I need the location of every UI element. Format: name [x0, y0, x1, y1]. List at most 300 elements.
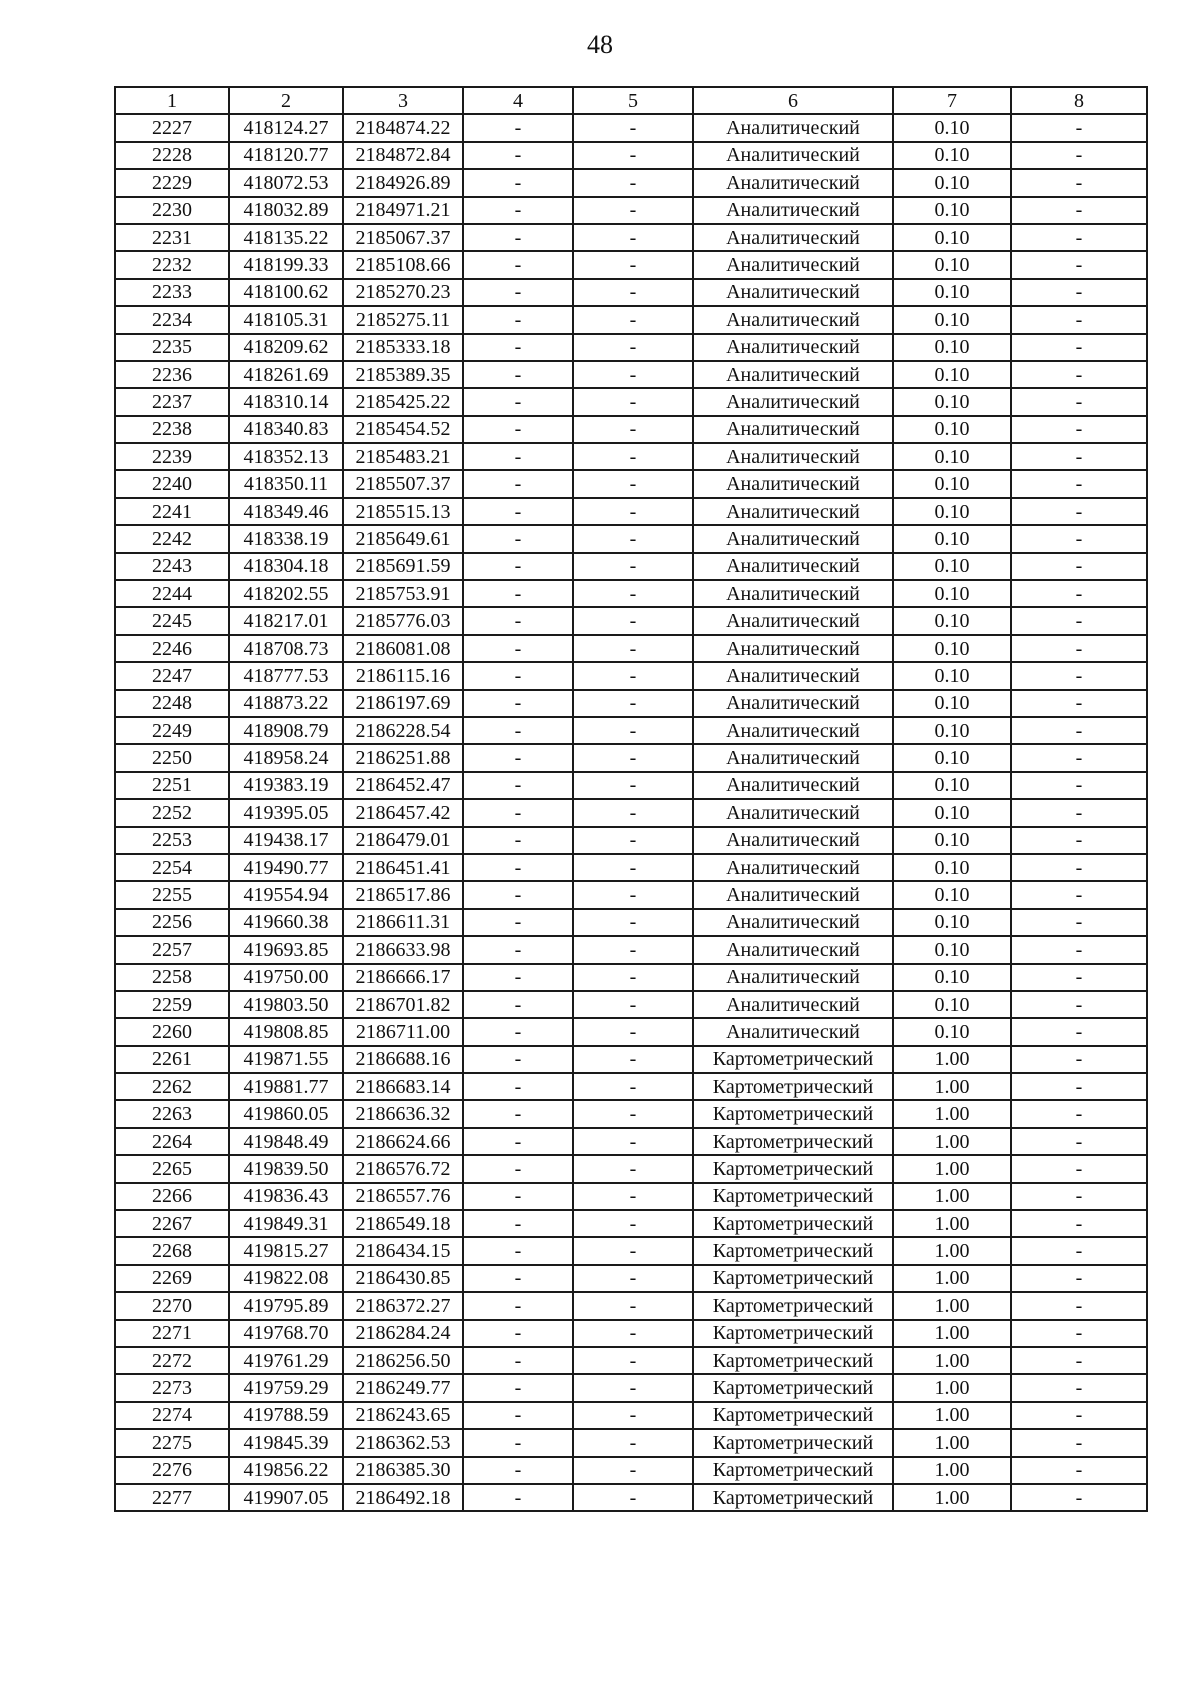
accuracy-cell: 0.10 [893, 854, 1011, 881]
accuracy-cell: 0.10 [893, 334, 1011, 361]
column-5-cell: - [573, 635, 693, 662]
column-5-cell: - [573, 498, 693, 525]
x-coordinate-cell: 418958.24 [229, 744, 343, 771]
x-coordinate-cell: 419822.08 [229, 1265, 343, 1292]
accuracy-cell: 0.10 [893, 1018, 1011, 1045]
method-cell: Аналитический [693, 827, 893, 854]
point-number-cell: 2268 [115, 1237, 229, 1264]
column-4-cell: - [463, 1347, 573, 1374]
table-row [115, 690, 1147, 717]
method-cell: Аналитический [693, 388, 893, 415]
column-5-cell: - [573, 964, 693, 991]
y-coordinate-cell: 2186243.65 [343, 1402, 463, 1429]
table-row [115, 1374, 1147, 1401]
accuracy-cell: 0.10 [893, 169, 1011, 196]
column-4-cell: - [463, 717, 573, 744]
y-coordinate-cell: 2186430.85 [343, 1265, 463, 1292]
column-5-cell: - [573, 1100, 693, 1127]
column-4-cell: - [463, 964, 573, 991]
column-4-cell: - [463, 114, 573, 141]
x-coordinate-cell: 418349.46 [229, 498, 343, 525]
table-row [115, 388, 1147, 415]
column-5-cell: - [573, 1018, 693, 1045]
accuracy-cell: 0.10 [893, 717, 1011, 744]
x-coordinate-cell: 419881.77 [229, 1073, 343, 1100]
x-coordinate-cell: 418072.53 [229, 169, 343, 196]
column-4-cell: - [463, 662, 573, 689]
method-cell: Аналитический [693, 964, 893, 991]
y-coordinate-cell: 2186434.15 [343, 1237, 463, 1264]
column-5-cell: - [573, 224, 693, 251]
accuracy-cell: 1.00 [893, 1046, 1011, 1073]
column-8-cell: - [1011, 553, 1147, 580]
column-5-cell: - [573, 279, 693, 306]
point-number-cell: 2227 [115, 114, 229, 141]
column-8-cell: - [1011, 197, 1147, 224]
column-8-cell: - [1011, 744, 1147, 771]
method-cell: Аналитический [693, 854, 893, 881]
method-cell: Аналитический [693, 470, 893, 497]
column-8-cell: - [1011, 1155, 1147, 1182]
y-coordinate-cell: 2185483.21 [343, 443, 463, 470]
column-4-cell: - [463, 854, 573, 881]
method-cell: Аналитический [693, 251, 893, 278]
method-cell: Картометрический [693, 1155, 893, 1182]
x-coordinate-cell: 418100.62 [229, 279, 343, 306]
x-coordinate-cell: 419795.89 [229, 1292, 343, 1319]
method-cell: Аналитический [693, 224, 893, 251]
column-8-cell: - [1011, 1457, 1147, 1484]
x-coordinate-cell: 419693.85 [229, 936, 343, 963]
column-5-cell: - [573, 553, 693, 580]
column-8-cell: - [1011, 881, 1147, 908]
column-4-cell: - [463, 443, 573, 470]
x-coordinate-cell: 419768.70 [229, 1320, 343, 1347]
point-number-cell: 2242 [115, 525, 229, 552]
y-coordinate-cell: 2185425.22 [343, 388, 463, 415]
column-5-cell: - [573, 717, 693, 744]
column-4-cell: - [463, 1046, 573, 1073]
x-coordinate-cell: 418124.27 [229, 114, 343, 141]
accuracy-cell: 0.10 [893, 553, 1011, 580]
column-5-cell: - [573, 1457, 693, 1484]
column-8-cell: - [1011, 1046, 1147, 1073]
accuracy-cell: 0.10 [893, 607, 1011, 634]
column-4-cell: - [463, 1374, 573, 1401]
point-number-cell: 2234 [115, 306, 229, 333]
column-header: 7 [893, 87, 1011, 114]
method-cell: Аналитический [693, 690, 893, 717]
method-cell: Аналитический [693, 580, 893, 607]
point-number-cell: 2233 [115, 279, 229, 306]
y-coordinate-cell: 2186228.54 [343, 717, 463, 744]
column-8-cell: - [1011, 854, 1147, 881]
column-5-cell: - [573, 197, 693, 224]
x-coordinate-cell: 419395.05 [229, 799, 343, 826]
accuracy-cell: 0.10 [893, 306, 1011, 333]
y-coordinate-cell: 2185454.52 [343, 416, 463, 443]
column-4-cell: - [463, 470, 573, 497]
column-4-cell: - [463, 991, 573, 1018]
accuracy-cell: 0.10 [893, 224, 1011, 251]
column-4-cell: - [463, 142, 573, 169]
accuracy-cell: 0.10 [893, 416, 1011, 443]
method-cell: Аналитический [693, 416, 893, 443]
table-row [115, 1237, 1147, 1264]
column-8-cell: - [1011, 279, 1147, 306]
column-8-cell: - [1011, 224, 1147, 251]
y-coordinate-cell: 2186457.42 [343, 799, 463, 826]
column-8-cell: - [1011, 443, 1147, 470]
method-cell: Аналитический [693, 744, 893, 771]
table-row [115, 1210, 1147, 1237]
method-cell: Аналитический [693, 635, 893, 662]
column-5-cell: - [573, 169, 693, 196]
point-number-cell: 2229 [115, 169, 229, 196]
method-cell: Картометрический [693, 1457, 893, 1484]
column-5-cell: - [573, 443, 693, 470]
method-cell: Картометрический [693, 1402, 893, 1429]
table-row [115, 279, 1147, 306]
method-cell: Аналитический [693, 991, 893, 1018]
point-number-cell: 2245 [115, 607, 229, 634]
table-row [115, 361, 1147, 388]
column-5-cell: - [573, 1429, 693, 1456]
column-8-cell: - [1011, 416, 1147, 443]
column-5-cell: - [573, 525, 693, 552]
column-5-cell: - [573, 881, 693, 908]
table-row [115, 224, 1147, 251]
column-5-cell: - [573, 388, 693, 415]
point-number-cell: 2240 [115, 470, 229, 497]
accuracy-cell: 0.10 [893, 635, 1011, 662]
table-row [115, 1320, 1147, 1347]
point-number-cell: 2251 [115, 772, 229, 799]
column-4-cell: - [463, 334, 573, 361]
table-row [115, 1073, 1147, 1100]
column-4-cell: - [463, 690, 573, 717]
method-cell: Картометрический [693, 1210, 893, 1237]
x-coordinate-cell: 419845.39 [229, 1429, 343, 1456]
table-row [115, 1155, 1147, 1182]
table-row [115, 772, 1147, 799]
table-row [115, 169, 1147, 196]
column-5-cell: - [573, 936, 693, 963]
method-cell: Аналитический [693, 662, 893, 689]
x-coordinate-cell: 418135.22 [229, 224, 343, 251]
y-coordinate-cell: 2185333.18 [343, 334, 463, 361]
y-coordinate-cell: 2185389.35 [343, 361, 463, 388]
table-row [115, 1484, 1147, 1511]
column-5-cell: - [573, 799, 693, 826]
y-coordinate-cell: 2185776.03 [343, 607, 463, 634]
y-coordinate-cell: 2186683.14 [343, 1073, 463, 1100]
accuracy-cell: 0.10 [893, 690, 1011, 717]
point-number-cell: 2277 [115, 1484, 229, 1511]
accuracy-cell: 0.10 [893, 909, 1011, 936]
accuracy-cell: 0.10 [893, 662, 1011, 689]
point-number-cell: 2253 [115, 827, 229, 854]
x-coordinate-cell: 419856.22 [229, 1457, 343, 1484]
table-row [115, 251, 1147, 278]
column-8-cell: - [1011, 1347, 1147, 1374]
x-coordinate-cell: 419383.19 [229, 772, 343, 799]
column-5-cell: - [573, 1347, 693, 1374]
column-4-cell: - [463, 1210, 573, 1237]
table-row [115, 635, 1147, 662]
column-4-cell: - [463, 936, 573, 963]
y-coordinate-cell: 2186115.16 [343, 662, 463, 689]
y-coordinate-cell: 2186251.88 [343, 744, 463, 771]
x-coordinate-cell: 418873.22 [229, 690, 343, 717]
method-cell: Аналитический [693, 306, 893, 333]
point-number-cell: 2247 [115, 662, 229, 689]
point-number-cell: 2248 [115, 690, 229, 717]
table-row [115, 1292, 1147, 1319]
method-cell: Аналитический [693, 114, 893, 141]
point-number-cell: 2228 [115, 142, 229, 169]
table-row [115, 964, 1147, 991]
y-coordinate-cell: 2185753.91 [343, 580, 463, 607]
y-coordinate-cell: 2186452.47 [343, 772, 463, 799]
table-row [115, 717, 1147, 744]
y-coordinate-cell: 2185108.66 [343, 251, 463, 278]
column-4-cell: - [463, 416, 573, 443]
column-4-cell: - [463, 799, 573, 826]
column-5-cell: - [573, 1484, 693, 1511]
column-header: 6 [693, 87, 893, 114]
accuracy-cell: 0.10 [893, 470, 1011, 497]
column-8-cell: - [1011, 1374, 1147, 1401]
column-5-cell: - [573, 334, 693, 361]
x-coordinate-cell: 419815.27 [229, 1237, 343, 1264]
table-row [115, 306, 1147, 333]
y-coordinate-cell: 2185649.61 [343, 525, 463, 552]
column-5-cell: - [573, 662, 693, 689]
method-cell: Аналитический [693, 909, 893, 936]
column-8-cell: - [1011, 142, 1147, 169]
column-4-cell: - [463, 1237, 573, 1264]
column-header: 3 [343, 87, 463, 114]
table-row [115, 909, 1147, 936]
accuracy-cell: 1.00 [893, 1429, 1011, 1456]
column-8-cell: - [1011, 1073, 1147, 1100]
method-cell: Аналитический [693, 881, 893, 908]
column-4-cell: - [463, 224, 573, 251]
point-number-cell: 2269 [115, 1265, 229, 1292]
column-8-cell: - [1011, 964, 1147, 991]
y-coordinate-cell: 2186197.69 [343, 690, 463, 717]
column-5-cell: - [573, 1292, 693, 1319]
column-4-cell: - [463, 772, 573, 799]
column-8-cell: - [1011, 1402, 1147, 1429]
accuracy-cell: 0.10 [893, 827, 1011, 854]
column-4-cell: - [463, 197, 573, 224]
accuracy-cell: 0.10 [893, 197, 1011, 224]
x-coordinate-cell: 419660.38 [229, 909, 343, 936]
column-8-cell: - [1011, 388, 1147, 415]
accuracy-cell: 1.00 [893, 1128, 1011, 1155]
point-number-cell: 2236 [115, 361, 229, 388]
point-number-cell: 2267 [115, 1210, 229, 1237]
column-5-cell: - [573, 1046, 693, 1073]
column-4-cell: - [463, 1155, 573, 1182]
y-coordinate-cell: 2186451.41 [343, 854, 463, 881]
coordinates-table [114, 86, 1148, 1512]
point-number-cell: 2258 [115, 964, 229, 991]
column-5-cell: - [573, 580, 693, 607]
point-number-cell: 2246 [115, 635, 229, 662]
method-cell: Аналитический [693, 936, 893, 963]
point-number-cell: 2261 [115, 1046, 229, 1073]
column-4-cell: - [463, 881, 573, 908]
column-header: 5 [573, 87, 693, 114]
table-row [115, 881, 1147, 908]
table-row [115, 1265, 1147, 1292]
x-coordinate-cell: 418777.53 [229, 662, 343, 689]
table-row [115, 1183, 1147, 1210]
column-4-cell: - [463, 361, 573, 388]
column-8-cell: - [1011, 498, 1147, 525]
method-cell: Аналитический [693, 169, 893, 196]
accuracy-cell: 1.00 [893, 1237, 1011, 1264]
column-8-cell: - [1011, 1429, 1147, 1456]
table-row [115, 470, 1147, 497]
column-8-cell: - [1011, 1210, 1147, 1237]
column-4-cell: - [463, 306, 573, 333]
table-row [115, 1457, 1147, 1484]
table-row [115, 525, 1147, 552]
table-row [115, 1046, 1147, 1073]
x-coordinate-cell: 418310.14 [229, 388, 343, 415]
accuracy-cell: 1.00 [893, 1073, 1011, 1100]
table-row [115, 607, 1147, 634]
accuracy-cell: 1.00 [893, 1292, 1011, 1319]
method-cell: Картометрический [693, 1237, 893, 1264]
point-number-cell: 2244 [115, 580, 229, 607]
y-coordinate-cell: 2185691.59 [343, 553, 463, 580]
column-4-cell: - [463, 1402, 573, 1429]
y-coordinate-cell: 2186492.18 [343, 1484, 463, 1511]
x-coordinate-cell: 418209.62 [229, 334, 343, 361]
x-coordinate-cell: 419836.43 [229, 1183, 343, 1210]
column-5-cell: - [573, 1265, 693, 1292]
accuracy-cell: 0.10 [893, 498, 1011, 525]
point-number-cell: 2263 [115, 1100, 229, 1127]
column-8-cell: - [1011, 1183, 1147, 1210]
x-coordinate-cell: 419750.00 [229, 964, 343, 991]
point-number-cell: 2260 [115, 1018, 229, 1045]
accuracy-cell: 1.00 [893, 1457, 1011, 1484]
x-coordinate-cell: 419761.29 [229, 1347, 343, 1374]
column-header: 8 [1011, 87, 1147, 114]
header-row [115, 87, 1147, 114]
method-cell: Аналитический [693, 443, 893, 470]
column-8-cell: - [1011, 1128, 1147, 1155]
method-cell: Аналитический [693, 525, 893, 552]
accuracy-cell: 0.10 [893, 991, 1011, 1018]
y-coordinate-cell: 2186711.00 [343, 1018, 463, 1045]
column-8-cell: - [1011, 334, 1147, 361]
y-coordinate-cell: 2186256.50 [343, 1347, 463, 1374]
x-coordinate-cell: 418338.19 [229, 525, 343, 552]
column-8-cell: - [1011, 580, 1147, 607]
x-coordinate-cell: 418217.01 [229, 607, 343, 634]
column-8-cell: - [1011, 909, 1147, 936]
table-row [115, 1402, 1147, 1429]
point-number-cell: 2243 [115, 553, 229, 580]
x-coordinate-cell: 419759.29 [229, 1374, 343, 1401]
y-coordinate-cell: 2186624.66 [343, 1128, 463, 1155]
column-4-cell: - [463, 580, 573, 607]
column-4-cell: - [463, 1100, 573, 1127]
y-coordinate-cell: 2186517.86 [343, 881, 463, 908]
accuracy-cell: 0.10 [893, 772, 1011, 799]
column-4-cell: - [463, 1018, 573, 1045]
column-4-cell: - [463, 1073, 573, 1100]
accuracy-cell: 1.00 [893, 1320, 1011, 1347]
table-row [115, 1128, 1147, 1155]
table-row [115, 1018, 1147, 1045]
x-coordinate-cell: 419788.59 [229, 1402, 343, 1429]
x-coordinate-cell: 418120.77 [229, 142, 343, 169]
point-number-cell: 2257 [115, 936, 229, 963]
method-cell: Аналитический [693, 197, 893, 224]
column-4-cell: - [463, 1183, 573, 1210]
point-number-cell: 2265 [115, 1155, 229, 1182]
column-4-cell: - [463, 498, 573, 525]
method-cell: Аналитический [693, 553, 893, 580]
method-cell: Аналитический [693, 361, 893, 388]
x-coordinate-cell: 418908.79 [229, 717, 343, 744]
x-coordinate-cell: 419848.49 [229, 1128, 343, 1155]
accuracy-cell: 0.10 [893, 388, 1011, 415]
x-coordinate-cell: 418340.83 [229, 416, 343, 443]
point-number-cell: 2237 [115, 388, 229, 415]
column-8-cell: - [1011, 1237, 1147, 1264]
table-row [115, 1347, 1147, 1374]
column-5-cell: - [573, 909, 693, 936]
column-8-cell: - [1011, 936, 1147, 963]
y-coordinate-cell: 2186688.16 [343, 1046, 463, 1073]
point-number-cell: 2249 [115, 717, 229, 744]
point-number-cell: 2275 [115, 1429, 229, 1456]
point-number-cell: 2255 [115, 881, 229, 908]
accuracy-cell: 0.10 [893, 744, 1011, 771]
column-8-cell: - [1011, 114, 1147, 141]
table-row [115, 662, 1147, 689]
x-coordinate-cell: 418304.18 [229, 553, 343, 580]
column-8-cell: - [1011, 525, 1147, 552]
table-row [115, 334, 1147, 361]
point-number-cell: 2230 [115, 197, 229, 224]
method-cell: Картометрический [693, 1429, 893, 1456]
column-5-cell: - [573, 361, 693, 388]
point-number-cell: 2274 [115, 1402, 229, 1429]
column-4-cell: - [463, 827, 573, 854]
table-row [115, 443, 1147, 470]
table-row [115, 854, 1147, 881]
table-row [115, 553, 1147, 580]
column-5-cell: - [573, 1073, 693, 1100]
column-5-cell: - [573, 991, 693, 1018]
y-coordinate-cell: 2186249.77 [343, 1374, 463, 1401]
column-5-cell: - [573, 607, 693, 634]
column-5-cell: - [573, 827, 693, 854]
column-5-cell: - [573, 114, 693, 141]
method-cell: Картометрический [693, 1347, 893, 1374]
column-8-cell: - [1011, 799, 1147, 826]
